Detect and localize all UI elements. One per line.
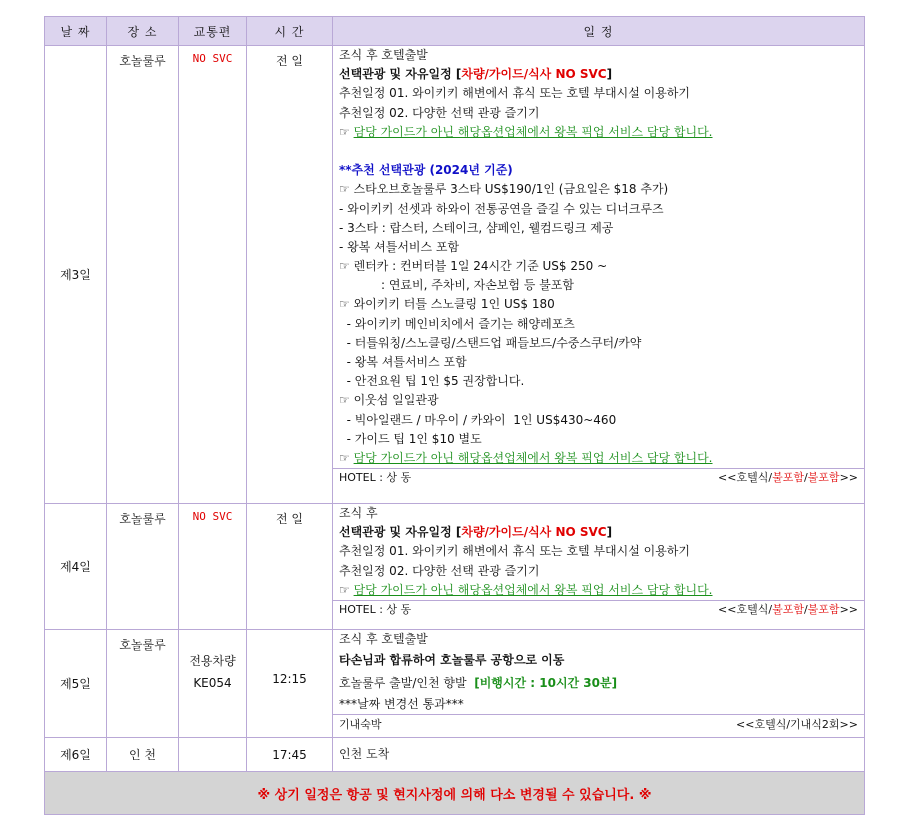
schedule-line: 추천일정 01. 와이키키 해변에서 휴식 또는 호텔 부대시설 이용하기: [339, 544, 690, 559]
schedule-line: ☞ 스타오브호놀룰루 3스타 US$190/1인 (금요일은 $18 추가): [339, 182, 669, 197]
schedule-line: - 왕복 셔틀서비스 포함: [339, 355, 467, 369]
day-place: 인 천: [107, 738, 179, 772]
schedule-line: 조식 후 호텔출발: [339, 632, 428, 646]
meal-not-included: 불포함: [772, 602, 804, 616]
schedule-line: 조식 후: [339, 506, 378, 520]
hotel-row: [333, 600, 864, 618]
schedule-line: 인천 도착: [339, 746, 390, 761]
itinerary-table: [44, 16, 865, 815]
meal-text: >>: [839, 602, 858, 616]
schedule-line: - 와이키키 선셋과 하와이 전통공연을 즐길 수 있는 디너크루즈: [339, 201, 664, 216]
schedule-line: ☞ 이웃섬 일일관광: [339, 393, 439, 408]
header-place: 장 소: [107, 17, 179, 46]
day-row: [45, 630, 865, 738]
schedule-line: - 와이키키 메인비치에서 즐기는 해양레포츠: [339, 316, 575, 331]
schedule-line: ☞ 와이키키 터틀 스노클링 1인 US$ 180: [339, 297, 555, 312]
schedule-line: 조식 후 호텔출발: [339, 48, 428, 62]
header-date: 날 짜: [45, 17, 107, 46]
day-time: 12:15: [247, 630, 333, 738]
day-transport: NO SVC: [179, 504, 247, 630]
day-label: 제3일: [45, 46, 107, 504]
meal-text: >>: [839, 471, 858, 485]
schedule-text: ]: [606, 525, 613, 540]
meal-text: /: [803, 471, 808, 485]
schedule-line: - 터틀워칭/스노클링/스탠드업 패들보드/수중스쿠터/카약: [339, 335, 642, 350]
schedule-text: 선택관광 및 자유일정 [: [339, 525, 462, 540]
day-schedule: [333, 738, 865, 772]
header-time: 시 간: [247, 17, 333, 46]
schedule-line: [333, 581, 864, 600]
day-transport: [179, 630, 247, 738]
schedule-line: [333, 523, 864, 542]
day-time: 전 일: [247, 504, 333, 630]
schedule-text: ]: [606, 67, 613, 82]
schedule-line: - 왕복 셔틀서비스 포함: [339, 239, 460, 254]
change-notice: ※ 상기 일정은 항공 및 현지사정에 의해 다소 변경될 수 있습니다. ※: [45, 772, 865, 815]
meals: [718, 601, 858, 618]
schedule-line: 추천일정 01. 와이키키 해변에서 휴식 또는 호텔 부대시설 이용하기: [339, 86, 690, 101]
schedule-line: - 3스타 : 랍스터, 스테이크, 샴페인, 웰컴드링크 제공: [339, 220, 614, 235]
pickup-notice: 담당 가이드가 아닌 해당옵션업체에서 왕복 픽업 서비스 담당 합니다.: [353, 124, 713, 139]
schedule-line: : 연료비, 주차비, 자손보험 등 불포함: [339, 278, 574, 293]
flight-number: KE054: [193, 676, 232, 690]
schedule-line: ***날짜 변경선 통과***: [339, 697, 464, 712]
day-row: [45, 504, 865, 630]
meal-text: <<호텔식/: [718, 471, 773, 485]
hotel-label: 기내숙박: [339, 718, 382, 732]
schedule-line: - 빅아일랜드 / 마우이 / 카와이 1인 US$430~460: [339, 412, 617, 427]
optional-tours-heading: **추천 선택관광 (2024년 기준): [339, 163, 513, 178]
day-label: 제5일: [45, 630, 107, 738]
itinerary: [44, 16, 864, 815]
day-transport: [179, 738, 247, 772]
hotel-row: [333, 468, 864, 486]
meal-not-included: 불포함: [772, 471, 804, 485]
hotel-label: HOTEL : 상 동: [339, 471, 412, 485]
schedule-text: 호놀룰루 출발/인천 향발: [339, 676, 475, 691]
header-transport: 교통편: [179, 17, 247, 46]
meal-not-included: 불포함: [807, 471, 840, 485]
no-service-note: 차량/가이드/식사 NO SVC: [461, 525, 607, 540]
day-time: 17:45: [247, 738, 333, 772]
meals: [718, 469, 858, 486]
schedule-line: [333, 672, 864, 695]
schedule-line: 타손님과 합류하여 호놀룰루 공항으로 이동: [339, 653, 565, 668]
schedule-line: - 안전요원 팁 1인 $5 권장합니다.: [339, 374, 525, 389]
day-label: 제4일: [45, 504, 107, 630]
day-place: 호놀룰루: [107, 504, 179, 630]
no-service-note: 차량/가이드/식사 NO SVC: [461, 67, 607, 82]
header-schedule: 일 정: [333, 17, 865, 46]
schedule-line: 추천일정 02. 다양한 선택 관광 즐기기: [339, 563, 540, 578]
schedule-line: ☞ 렌터카 : 컨버터블 1일 24시간 기준 US$ 250 ~: [339, 259, 608, 274]
meals: <<호텔식/기내식2회>>: [736, 718, 858, 732]
day-row: [45, 46, 865, 504]
flight-duration: [비행시간 : 10시간 30분]: [474, 676, 618, 691]
schedule-line: [333, 65, 864, 84]
hotel-label: HOTEL : 상 동: [339, 602, 412, 616]
pointing-hand-icon: ☞: [339, 450, 354, 465]
day-row: [45, 738, 865, 772]
day-place: 호놀룰루: [107, 46, 179, 504]
day-transport: NO SVC: [179, 46, 247, 504]
pointing-hand-icon: ☞: [339, 124, 354, 139]
day-place: 호놀룰루: [107, 630, 179, 738]
hotel-row: [333, 714, 864, 735]
pickup-notice: 담당 가이드가 아닌 해당옵션업체에서 왕복 픽업 서비스 담당 합니다.: [353, 450, 713, 465]
day-label: 제6일: [45, 738, 107, 772]
schedule-line: 추천일정 02. 다양한 선택 관광 즐기기: [339, 105, 540, 120]
day-schedule: [333, 504, 865, 630]
blank-line: [333, 142, 864, 161]
day-schedule: [333, 46, 865, 504]
transport-vehicle: 전용차량: [189, 654, 236, 668]
pointing-hand-icon: ☞: [339, 582, 354, 597]
meal-text: <<호텔식/: [718, 602, 773, 616]
meal-text: /: [803, 602, 808, 616]
schedule-line: [333, 449, 864, 468]
meal-not-included: 불포함: [807, 602, 840, 616]
schedule-line: - 가이드 팁 1인 $10 별도: [339, 431, 482, 446]
schedule-text: 선택관광 및 자유일정 [: [339, 67, 462, 82]
footer-row: [45, 772, 865, 815]
pickup-notice: 담당 가이드가 아닌 해당옵션업체에서 왕복 픽업 서비스 담당 합니다.: [353, 582, 713, 597]
header-row: [45, 17, 865, 46]
day-time: 전 일: [247, 46, 333, 504]
schedule-line: [333, 123, 864, 142]
day-schedule: [333, 630, 865, 738]
